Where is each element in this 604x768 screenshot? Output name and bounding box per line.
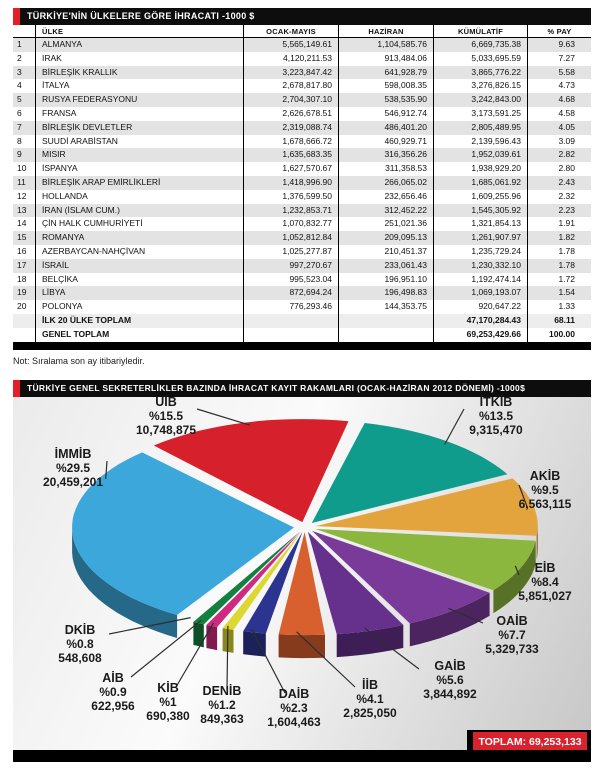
value-cell: 251,021.36 [338, 217, 433, 231]
share-cell: 68.11 [527, 314, 591, 328]
table-row [13, 107, 591, 121]
value-cell: 538,535.90 [338, 93, 433, 107]
table-row [13, 286, 591, 300]
value-cell: 210,451.37 [338, 245, 433, 259]
pie-slice-label-UİB [136, 395, 196, 437]
slice-percent: %0.9 [99, 685, 127, 699]
share-cell: 4.05 [527, 121, 591, 135]
slice-percent: %2.3 [280, 701, 308, 715]
value-cell: 1,627,570.67 [243, 162, 338, 176]
rank-cell: 14 [17, 218, 27, 229]
country-cell: FRANSA [35, 107, 243, 121]
rank-cell: 9 [17, 149, 22, 160]
value-cell: 995,523.04 [243, 273, 338, 287]
slice-name: KİB [157, 681, 179, 695]
slice-value: 622,956 [91, 699, 135, 713]
table-total-row [13, 314, 591, 328]
table-row [13, 273, 591, 287]
country-cell: MISIR [35, 148, 243, 162]
table-row [13, 79, 591, 93]
value-cell [338, 328, 433, 342]
value-cell: 47,170,284.43 [433, 314, 527, 328]
table-row [13, 52, 591, 66]
slice-name: AKİB [529, 469, 561, 483]
slice-value: 849,363 [200, 712, 244, 726]
total-label-cell: İLK 20 ÜLKE TOPLAM [35, 314, 243, 328]
table-row [13, 204, 591, 218]
slice-value: 1,604,463 [267, 715, 321, 729]
value-cell: 1,418,996.90 [243, 176, 338, 190]
country-cell: AZERBAYCAN-NAHÇİVAN [35, 245, 243, 259]
exports-by-secretariat-section [13, 380, 591, 762]
value-cell: 2,805,489.95 [433, 121, 527, 135]
country-cell: İRAN (İSLAM CUM.) [35, 204, 243, 218]
value-cell: 144,353.75 [338, 300, 433, 314]
slice-value: 5,851,027 [518, 589, 572, 603]
share-cell: 2.23 [527, 204, 591, 218]
slice-percent: %1.2 [208, 698, 236, 712]
red-accent-mark [13, 8, 20, 25]
pie-slice-label-DAİB [267, 687, 320, 729]
value-cell: 4,120,211.53 [243, 52, 338, 66]
slice-percent: %15.5 [148, 409, 184, 423]
exports-table [13, 25, 591, 342]
pie-slice-label-GAİB [423, 659, 476, 701]
rank-cell: 4 [17, 80, 22, 91]
share-cell: 7.27 [527, 52, 591, 66]
value-cell: 1,025,277.87 [243, 245, 338, 259]
pie-slice-label-AKİB [519, 469, 572, 511]
value-cell: 1,376,599.50 [243, 190, 338, 204]
rank-cell: 13 [17, 204, 27, 215]
country-cell: BELÇİKA [35, 273, 243, 287]
value-cell: 6,669,735.38 [433, 38, 527, 52]
rank-header [13, 25, 35, 37]
pie-slice-label-EİB [518, 561, 571, 603]
value-cell: 641,928.79 [338, 66, 433, 80]
value-cell: 311,358.53 [338, 162, 433, 176]
table-row [13, 121, 591, 135]
pie-slice-label-İTKİB [469, 395, 522, 437]
value-cell: 997,270.67 [243, 259, 338, 273]
total-label-cell: GENEL TOPLAM [35, 328, 243, 342]
share-cell: 4.58 [527, 107, 591, 121]
pie-slice-label-DKİB [58, 623, 101, 665]
table-row [13, 217, 591, 231]
table-row [13, 190, 591, 204]
total-value: 69,253,133 [529, 736, 582, 748]
slice-value: 3,844,892 [423, 687, 477, 701]
country-cell: ALMANYA [35, 38, 243, 52]
rank-cell [13, 314, 35, 328]
value-cell: 3,173,591.25 [433, 107, 527, 121]
value-cell: 913,484.06 [338, 52, 433, 66]
share-cell: 4.68 [527, 93, 591, 107]
value-cell: 1,938,929.20 [433, 162, 527, 176]
value-cell: 1,261,907.97 [433, 231, 527, 245]
share-cell: 1.54 [527, 286, 591, 300]
value-cell: 196,498.83 [338, 286, 433, 300]
rank-cell: 2 [17, 52, 22, 63]
value-cell: 486,401.20 [338, 121, 433, 135]
slice-percent: %5.6 [436, 673, 464, 687]
value-cell: 1,192,474.14 [433, 273, 527, 287]
slice-name: İİB [362, 678, 378, 692]
column-header: % PAY [527, 25, 591, 37]
country-cell: LİBYA [35, 286, 243, 300]
table-row [13, 176, 591, 190]
table-row [13, 66, 591, 80]
slice-value: 10,748,875 [135, 423, 197, 437]
slice-name: UİB [155, 395, 177, 409]
slice-name: DAİB [278, 687, 310, 701]
value-cell: 266,065.02 [338, 176, 433, 190]
table-row [13, 135, 591, 149]
pie-slice-label-KİB [146, 681, 189, 723]
share-cell: 1.78 [527, 245, 591, 259]
share-cell: 100.00 [527, 328, 591, 342]
chart-title: TÜRKİYE GENEL SEKRETERLİKLER BAZINDA İHRACAT KAYIT RAKAMLARI (OCAK-HAZİRAN 2012 DÖNEMİ) -1000$ [20, 380, 591, 397]
slice-percent: %29.5 [55, 461, 91, 475]
pie-slice-label-OAİB [485, 614, 538, 656]
total-label: TOPLAM: [478, 736, 527, 748]
table-row [13, 148, 591, 162]
share-cell: 2.82 [527, 148, 591, 162]
value-cell: 3,242,843.00 [433, 93, 527, 107]
bottom-black-bar [13, 750, 591, 762]
table-total-row [13, 328, 591, 342]
value-cell: 1,052,812.84 [243, 231, 338, 245]
slice-value: 690,380 [146, 709, 190, 723]
value-cell: 1,069,193.07 [433, 286, 527, 300]
rank-cell: 16 [17, 245, 27, 256]
rank-cell: 17 [17, 259, 27, 270]
value-cell [243, 314, 338, 328]
slice-name: DENİB [202, 684, 242, 698]
slice-percent: %7.7 [498, 628, 526, 642]
country-cell: BİRLEŞİK ARAP EMİRLİKLERİ [35, 176, 243, 190]
slice-value: 6,563,115 [518, 497, 572, 511]
slice-name: AİB [102, 671, 124, 685]
slice-name: GAİB [434, 659, 466, 673]
value-cell: 546,912.74 [338, 107, 433, 121]
share-cell: 1.82 [527, 231, 591, 245]
country-cell: RUSYA FEDERASYONU [35, 93, 243, 107]
column-header: KÜMÜLATİF [433, 25, 527, 37]
rank-cell: 15 [17, 232, 27, 243]
value-cell: 1,635,683.35 [243, 148, 338, 162]
table-row [13, 300, 591, 314]
column-header: HAZİRAN [338, 25, 433, 37]
country-cell: İSPANYA [35, 162, 243, 176]
country-cell: POLONYA [35, 300, 243, 314]
slice-value: 548,608 [58, 651, 102, 665]
table-bottom-bar [13, 342, 591, 350]
table-title-bar [13, 8, 591, 25]
value-cell: 3,223,847.42 [243, 66, 338, 80]
country-cell: ÇİN HALK CUMHURİYETİ [35, 217, 243, 231]
slice-value: 20,459,201 [42, 475, 104, 489]
value-cell: 872,694.24 [243, 286, 338, 300]
value-cell: 1,609,255.96 [433, 190, 527, 204]
rank-cell: 10 [17, 163, 27, 174]
rank-cell: 8 [17, 135, 22, 146]
value-cell: 1,321,854.13 [433, 217, 527, 231]
share-cell: 5.58 [527, 66, 591, 80]
country-cell: BİRLEŞİK KRALLIK [35, 66, 243, 80]
table-row [13, 38, 591, 52]
rank-cell: 5 [17, 94, 22, 105]
value-cell: 1,235,729.24 [433, 245, 527, 259]
value-cell: 2,678,817.80 [243, 79, 338, 93]
rank-cell: 3 [17, 66, 22, 77]
value-cell: 232,656.46 [338, 190, 433, 204]
value-cell: 312,452.22 [338, 204, 433, 218]
value-cell: 460,929.71 [338, 135, 433, 149]
value-cell [243, 328, 338, 342]
table-header-row [13, 25, 591, 38]
value-cell: 209,095.13 [338, 231, 433, 245]
leader-line-İTKİB [445, 409, 464, 444]
slice-percent: %13.5 [478, 409, 514, 423]
country-cell: SUUDİ ARABİSTAN [35, 135, 243, 149]
country-cell: İTALYA [35, 79, 243, 93]
value-cell: 233,061.43 [338, 259, 433, 273]
table-title: TÜRKİYE'NİN ÜLKELERE GÖRE İHRACATI -1000 $ [20, 8, 591, 25]
table-row [13, 162, 591, 176]
value-cell: 1,678,666.72 [243, 135, 338, 149]
share-cell: 4.73 [527, 79, 591, 93]
value-cell: 3,276,826.15 [433, 79, 527, 93]
value-cell: 1,230,332.10 [433, 259, 527, 273]
pie-slice-label-DENİB [200, 684, 243, 726]
slice-value: 9,315,470 [469, 423, 523, 437]
table-row [13, 93, 591, 107]
share-cell: 1.78 [527, 259, 591, 273]
rank-cell: 18 [17, 273, 27, 284]
share-cell: 1.72 [527, 273, 591, 287]
value-cell: 316,356.26 [338, 148, 433, 162]
country-cell: HOLLANDA [35, 190, 243, 204]
value-cell: 5,033,695.59 [433, 52, 527, 66]
share-cell: 2.80 [527, 162, 591, 176]
rank-cell: 1 [17, 39, 22, 49]
value-cell: 69,253,429.66 [433, 328, 527, 342]
value-cell: 2,626,678.51 [243, 107, 338, 121]
value-cell: 920,647.22 [433, 300, 527, 314]
rank-cell [13, 328, 35, 342]
value-cell: 598,008.35 [338, 79, 433, 93]
value-cell: 1,952,039.61 [433, 148, 527, 162]
pie-slice-label-İİB [343, 678, 396, 720]
value-cell: 1,545,305.92 [433, 204, 527, 218]
country-cell: BİRLEŞİK DEVLETLER [35, 121, 243, 135]
slice-name: İMMİB [54, 447, 92, 461]
value-cell: 1,685,061.92 [433, 176, 527, 190]
country-cell: IRAK [35, 52, 243, 66]
slice-value: 2,825,050 [343, 706, 397, 720]
value-cell: 776,293.46 [243, 300, 338, 314]
rank-cell: 6 [17, 107, 22, 118]
rank-cell: 19 [17, 287, 27, 298]
slice-name: EİB [534, 561, 556, 575]
value-cell: 5,565,149.61 [243, 38, 338, 52]
table-row [13, 231, 591, 245]
rank-cell: 11 [17, 176, 26, 187]
column-header: ÜLKE [35, 25, 243, 37]
rank-cell: 12 [17, 190, 27, 201]
rank-cell: 20 [17, 301, 27, 312]
share-cell: 1.33 [527, 300, 591, 314]
slice-value: 5,329,733 [485, 642, 539, 656]
slice-name: İTKİB [479, 395, 513, 409]
table-row [13, 245, 591, 259]
slice-percent: %9.5 [531, 483, 559, 497]
value-cell: 1,070,832.77 [243, 217, 338, 231]
pie-slice-side-KİB [206, 625, 217, 650]
pie-slice-label-AİB [91, 671, 134, 713]
pie-chart-panel [13, 397, 591, 762]
value-cell: 3,865,776.22 [433, 66, 527, 80]
share-cell: 3.09 [527, 135, 591, 149]
share-cell: 9.63 [527, 38, 591, 52]
country-cell: ROMANYA [35, 231, 243, 245]
leader-line-UİB [197, 409, 250, 425]
column-header: OCAK-MAYIS [243, 25, 338, 37]
value-cell: 2,139,596.43 [433, 135, 527, 149]
slice-percent: %8.4 [531, 575, 559, 589]
slice-percent: %0.8 [66, 637, 94, 651]
slice-percent: %4.1 [356, 692, 384, 706]
pie-slice-side-İİB [279, 634, 325, 658]
value-cell: 2,319,088.74 [243, 121, 338, 135]
value-cell: 1,232,853.71 [243, 204, 338, 218]
red-accent-mark [13, 380, 20, 397]
table-row [13, 259, 591, 273]
country-cell: İSRAİL [35, 259, 243, 273]
share-cell: 2.43 [527, 176, 591, 190]
rank-cell: 7 [17, 121, 22, 132]
value-cell [338, 314, 433, 328]
share-cell: 2.32 [527, 190, 591, 204]
value-cell: 196,951.10 [338, 273, 433, 287]
slice-percent: %1 [159, 695, 177, 709]
value-cell: 1,104,585.76 [338, 38, 433, 52]
footnote: Not: Sıralama son ay itibariyledir. [13, 356, 145, 366]
slice-name: OAİB [496, 614, 528, 628]
exports-by-country-section [13, 8, 591, 350]
pie-slice-label-İMMİB [43, 447, 103, 489]
value-cell: 2,704,307.10 [243, 93, 338, 107]
slice-name: DKİB [64, 623, 96, 637]
share-cell: 1.91 [527, 217, 591, 231]
